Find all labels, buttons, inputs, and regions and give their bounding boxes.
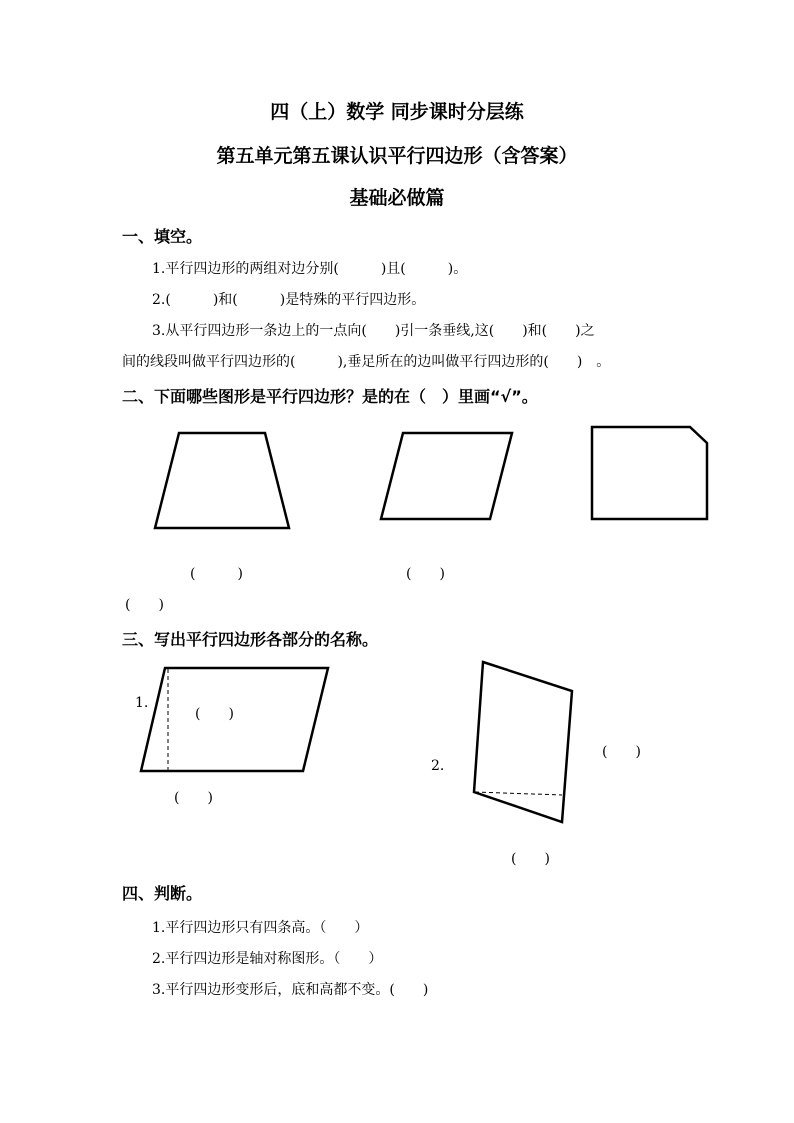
answer-paren-shape-3[interactable]: ( ) [125,597,164,613]
parallelogram-figure-1 [141,668,328,771]
section-parts-heading: 三、写出平行四边形各部分的名称。 [122,630,379,649]
level-heading: 基础必做篇 [349,187,445,209]
question-1-2: 2.( )和( )是特殊的平行四边形。 [152,292,426,308]
question-1-3-line1: 3.从平行四边形一条边上的一点向( )引一条垂线,这( )和( )之 [152,323,595,339]
page-subtitle: 第五单元第五课认识平行四边形（含答案） [216,145,578,167]
question-1-3-line2: 间的线段叫做平行四边形的( ),垂足所在的边叫做平行四边形的( ) 。 [122,354,611,370]
judge-question-2: 2.平行四边形是轴对称图形。（ ） [152,951,383,967]
judge-question-3: 3.平行四边形变形后，底和高都不变。( ) [152,982,429,998]
answer-paren-shape-2[interactable]: ( ) [406,566,445,582]
figure-2-base-answer[interactable]: ( ) [511,851,550,867]
height-dashed-line-2 [475,792,562,795]
trapezoid-shape [155,433,289,528]
section-judge-heading: 四、判断。 [122,884,203,903]
section-fill-in-heading: 一、填空。 [122,227,203,246]
figure-2-side-answer[interactable]: ( ) [602,744,641,760]
figure-1-inner-answer[interactable]: ( ) [195,706,234,722]
judge-question-1: 1.平行四边形只有四条高。（ ） [152,920,369,936]
figure-1-label: 1. [135,695,149,711]
page-title: 四（上）数学 同步课时分层练 [270,101,524,123]
parallelogram-figure-2 [474,662,572,822]
parallelogram-shape [381,433,512,519]
answer-paren-shape-1[interactable]: ( ) [190,566,243,582]
section-identify-heading: 二、下面哪些图形是平行四边形？是的在（ ）里画“√”。 [122,387,538,406]
question-1-1: 1.平行四边形的两组对边分别( )且( )。 [152,261,468,277]
figure-2-label: 2. [431,758,445,774]
cut-rectangle-shape [592,427,707,519]
figure-1-base-answer[interactable]: ( ) [174,790,213,806]
